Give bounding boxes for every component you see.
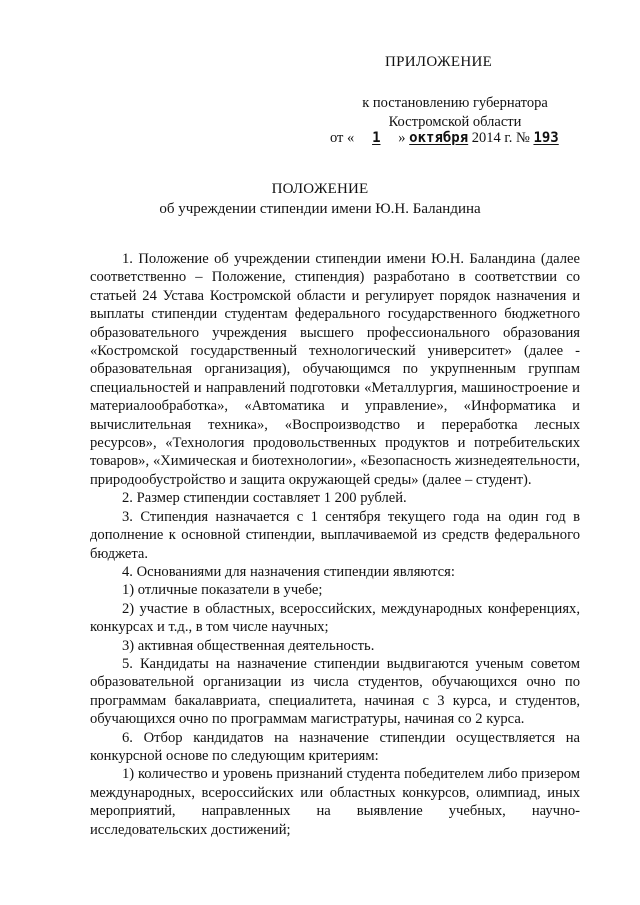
document-title: ПОЛОЖЕНИЕ (271, 181, 369, 197)
decree-reference-line-2: Костромской области (388, 114, 522, 130)
date-day-handwritten: 1 (372, 130, 381, 146)
date-mid: » (398, 130, 406, 146)
paragraph-2: 2. Размер стипендии составляет 1 200 рублей. (122, 490, 407, 507)
document-body (90, 250, 580, 839)
paragraph-3: 3. Стипендия назначается с 1 сентября текущего года на один год в дополнение к основной стипендии, выплачиваемой из средств федерального бюджета. (90, 508, 580, 562)
appendix-heading: ПРИЛОЖЕНИЕ (385, 54, 493, 70)
decree-reference (320, 94, 590, 132)
date-year: 2014 г. № (471, 130, 530, 146)
decree-reference-line-1: к постановлению губернатора (362, 95, 548, 111)
list-item-4-1: 1) отличные показатели в учебе; (122, 582, 323, 599)
date-prefix: от « (330, 130, 355, 146)
paragraph-6: 6. Отбор кандидатов на назначение стипендии осуществляется на конкурсной основе по следующим критериям: (90, 729, 580, 764)
date-month-handwritten: октября (409, 130, 469, 146)
list-item-4-3: 3) активная общественная деятельность. (122, 637, 375, 654)
list-item-4-2: 2) участие в областных, всероссийских, международных конференциях, конкурсах и т.д., в том числе научных; (90, 600, 580, 636)
paragraph-4: 4. Основаниями для назначения стипендии являются: (122, 563, 455, 580)
document-subtitle: об учреждении стипендии имени Ю.Н. Баландина (159, 201, 481, 217)
list-item-6-1: 1) количество и уровень признаний студента победителем либо призером международных, всероссийских или областных конкурсов, олимпиад, иных мероприятий, направленных на выявление учебных, научно-исследовательских достижений; (90, 766, 580, 838)
decree-number-handwritten: 193 (533, 130, 559, 146)
paragraph-1: 1. Положение об учреждении стипендии имени Ю.Н. Баландина (далее соответственно – Положение, стипендия) разработано в соответствии со статьей 24 Устава Костромской области и регулирует порядок назначения и выплаты стипендии студентам федерального государственного бюджетного образовательного учреждения высшего профессионального образования «Костромской государственный технологический университет» (далее - образовательная организация), обучающимся по укрупненным группам специальностей и направлений подготовки «Металлургия, машиностроение и материалообработка», «Автоматика и управление», «Информатика и вычислительная техника», «Воспроизводство и переработка лесных ресурсов», «Технология продовольственных продуктов и потребительских товаров», «Химическая и биотехнологии», «Безопасность жизнедеятельности, природообустройство и защита окружающей среды» (далее – студент). (90, 251, 580, 488)
decree-date-line (330, 130, 559, 147)
paragraph-5: 5. Кандидаты на назначение стипендии выдвигаются ученым советом образовательной организации из числа студентов, обучающихся очно по программам бакалавриата, специалитета, начиная с 3 курса, и студентов, обучающихся очно по программам магистратуры, начиная со 2 курса. (90, 655, 580, 728)
